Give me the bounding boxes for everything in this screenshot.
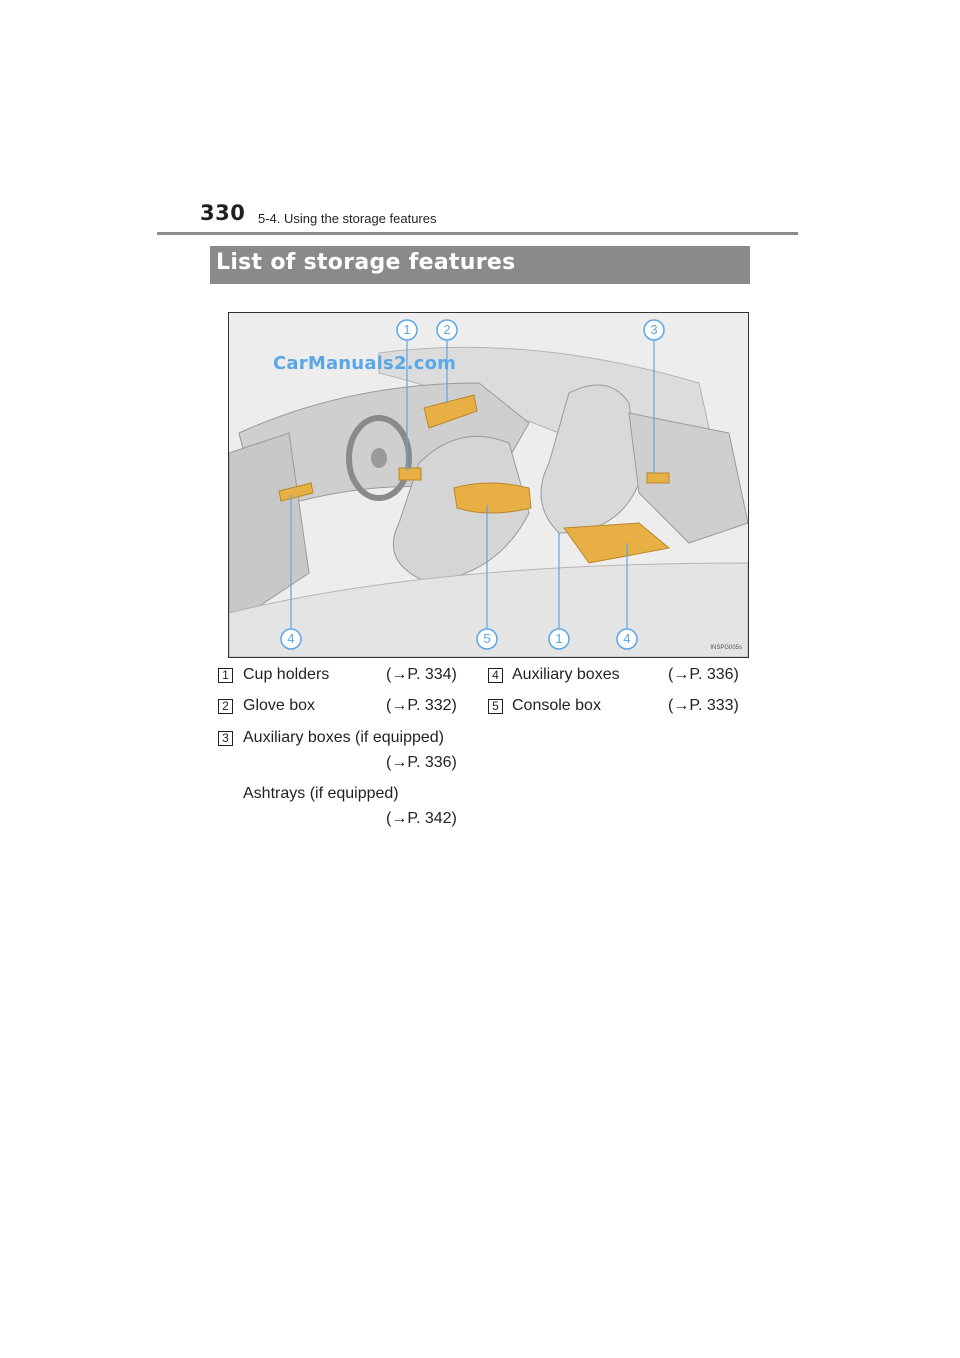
item-number-badge: 5 [488, 699, 503, 714]
image-code: INSPG005s [710, 645, 742, 651]
rear-auxiliary-box-highlight [647, 473, 669, 483]
item-label: Console box [512, 697, 601, 714]
rear-console-highlight [564, 523, 669, 563]
page-reference-link[interactable]: (→P. 334) [386, 666, 457, 683]
callout-number: 5 [483, 631, 491, 646]
page-reference-link[interactable]: (→P. 336) [386, 754, 457, 771]
page-number: 330 [200, 201, 246, 225]
item-label: Glove box [243, 697, 316, 714]
callout-number: 4 [287, 631, 295, 646]
storage-illustration [228, 312, 749, 658]
item-label: Cup holders [243, 666, 330, 683]
item-number-badge: 3 [218, 731, 233, 746]
header-divider [157, 232, 798, 235]
page-reference-link[interactable]: (→P. 333) [668, 697, 739, 714]
callout-number: 1 [403, 322, 411, 337]
item-number-badge: 4 [488, 668, 503, 683]
callout-number: 3 [650, 322, 658, 337]
cup-holders-highlight [399, 468, 421, 480]
callout-number: 1 [555, 631, 563, 646]
page-heading: List of storage features [216, 250, 516, 275]
item-number-badge: 1 [218, 668, 233, 683]
item-label: Ashtrays (if equipped) [243, 785, 399, 802]
item-number-badge: 2 [218, 699, 233, 714]
item-label: Auxiliary boxes [512, 666, 620, 683]
callout-number: 2 [443, 322, 451, 337]
callout-number: 4 [623, 631, 631, 646]
item-label: Auxiliary boxes (if equipped) [243, 729, 444, 746]
watermark: CarManuals2.com [273, 353, 457, 374]
page-reference-link[interactable]: (→P. 336) [668, 666, 739, 683]
page-reference-link[interactable]: (→P. 332) [386, 697, 457, 714]
page-reference-link[interactable]: (→P. 342) [386, 810, 457, 827]
section-title: 5-4. Using the storage features [258, 211, 437, 226]
console-box-highlight [454, 483, 531, 513]
